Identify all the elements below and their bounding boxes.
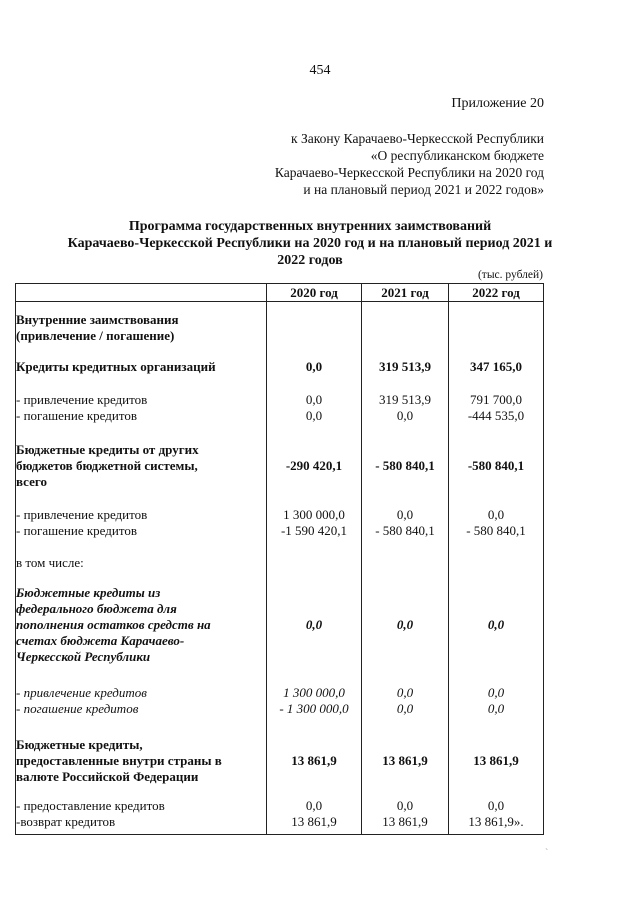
row-label-line: бюджетов бюджетной системы, xyxy=(16,457,198,473)
row-label xyxy=(16,497,267,550)
row-label xyxy=(16,302,267,354)
row-value xyxy=(267,302,362,354)
row-value xyxy=(449,302,544,354)
table-body xyxy=(16,302,544,835)
row-value: 0,0 13 861,9». xyxy=(449,794,544,835)
units-label: (тыс. рублей) xyxy=(477,269,543,281)
row-label-line: - погашение кредитов xyxy=(16,407,137,423)
row-label-line: Черкесской Республики xyxy=(16,649,151,664)
row-value: 0,0 13 861,9 xyxy=(362,794,449,835)
row-label-line: - погашение кредитов xyxy=(16,700,139,716)
row-label-line: пополнения остатков средств на xyxy=(16,617,211,632)
row-value: 0,0 xyxy=(362,577,449,674)
row-value: 0,0 0,0 xyxy=(267,381,362,435)
row-value: 319 513,9 0,0 xyxy=(362,381,449,435)
row-value xyxy=(362,550,449,577)
row-value: 13 861,9 xyxy=(449,728,544,794)
table-header-row xyxy=(16,284,544,302)
row-value: 319 513,9 xyxy=(362,354,449,381)
scan-mark: ` xyxy=(545,848,549,859)
row-label-line: в том числе: xyxy=(16,555,84,570)
row-value: 0,0 - 580 840,1 xyxy=(449,497,544,550)
table-row xyxy=(16,435,544,497)
row-label xyxy=(16,794,267,835)
row-value xyxy=(267,550,362,577)
column-header: 2020 год xyxy=(267,284,362,302)
law-line: Карачаево-Черкесской Республики на 2020 год xyxy=(274,165,544,180)
row-label-line: - привлечение кредитов xyxy=(16,507,148,522)
column-header xyxy=(16,284,267,302)
row-label-line: Кредиты кредитных организаций xyxy=(16,359,216,374)
row-label xyxy=(16,435,267,497)
law-reference xyxy=(275,130,544,198)
table-row xyxy=(16,381,544,435)
row-label-line: -возврат кредитов xyxy=(16,813,116,829)
table-row xyxy=(16,354,544,381)
row-value: 347 165,0 xyxy=(449,354,544,381)
row-value: -580 840,1 xyxy=(449,435,544,497)
row-value xyxy=(449,550,544,577)
row-value: 0,0 0,0 xyxy=(362,674,449,728)
row-value: 0,0 xyxy=(267,577,362,674)
title-line: 2022 годов xyxy=(277,253,343,268)
column-header: 2022 год xyxy=(449,284,544,302)
row-label xyxy=(16,674,267,728)
row-value: 13 861,9 xyxy=(362,728,449,794)
table-row xyxy=(16,794,544,835)
row-value: 1 300 000,0 -1 590 420,1 xyxy=(267,497,362,550)
row-value: 1 300 000,0 - 1 300 000,0 xyxy=(267,674,362,728)
row-label-line: предоставленные внутри страны в xyxy=(16,752,222,768)
row-value: 0,0 xyxy=(449,577,544,674)
column-header: 2021 год xyxy=(362,284,449,302)
row-label-line: федерального бюджета для xyxy=(16,601,177,616)
row-label-line: Бюджетные кредиты от других xyxy=(16,441,199,457)
row-label-line: - предоставление кредитов xyxy=(16,797,165,813)
row-label-line: валюте Российской Федерации xyxy=(16,768,199,784)
row-value: 0,0 0,0 xyxy=(449,674,544,728)
table-row xyxy=(16,577,544,674)
row-label-line: (привлечение / погашение) xyxy=(16,327,175,343)
row-label-line: Бюджетные кредиты из xyxy=(16,585,161,600)
row-value: 0,0 xyxy=(267,354,362,381)
row-label-line: - погашение кредитов xyxy=(16,523,137,538)
page-number: 454 xyxy=(309,63,331,78)
row-label xyxy=(16,381,267,435)
row-label xyxy=(16,550,267,577)
row-label xyxy=(16,577,267,674)
table-row xyxy=(16,674,544,728)
program-title xyxy=(30,218,590,269)
row-value: 791 700,0 -444 535,0 xyxy=(449,381,544,435)
table-row xyxy=(16,497,544,550)
appendix-title: Приложение 20 xyxy=(451,96,544,111)
row-label-line: Внутренние заимствования xyxy=(16,311,179,327)
title-line: Программа государственных внутренних заимствований xyxy=(128,219,492,234)
row-label-line: - привлечение кредитов xyxy=(16,684,147,700)
row-value xyxy=(362,302,449,354)
row-label xyxy=(16,354,267,381)
row-value: 0,0 - 580 840,1 xyxy=(362,497,449,550)
row-label-line: всего xyxy=(16,473,47,489)
row-label-line: счетах бюджета Карачаево- xyxy=(16,633,185,648)
row-label-line: - привлечение кредитов xyxy=(16,391,148,407)
borrowing-table xyxy=(15,283,544,835)
row-value: - 580 840,1 xyxy=(362,435,449,497)
row-label-line: Бюджетные кредиты, xyxy=(16,736,143,752)
title-line: Карачаево-Черкесской Республики на 2020 год и на плановый период 2021 и xyxy=(67,236,553,251)
row-label xyxy=(16,728,267,794)
table-row xyxy=(16,550,544,577)
row-value: 0,0 13 861,9 xyxy=(267,794,362,835)
row-value: 13 861,9 xyxy=(267,728,362,794)
law-line: к Закону Карачаево-Черкесской Республики xyxy=(291,131,544,146)
table-row xyxy=(16,728,544,794)
law-line: и на плановый период 2021 и 2022 годов» xyxy=(303,182,544,197)
table-row xyxy=(16,302,544,354)
law-line: «О республиканском бюджете xyxy=(370,148,544,163)
row-value: -290 420,1 xyxy=(267,435,362,497)
